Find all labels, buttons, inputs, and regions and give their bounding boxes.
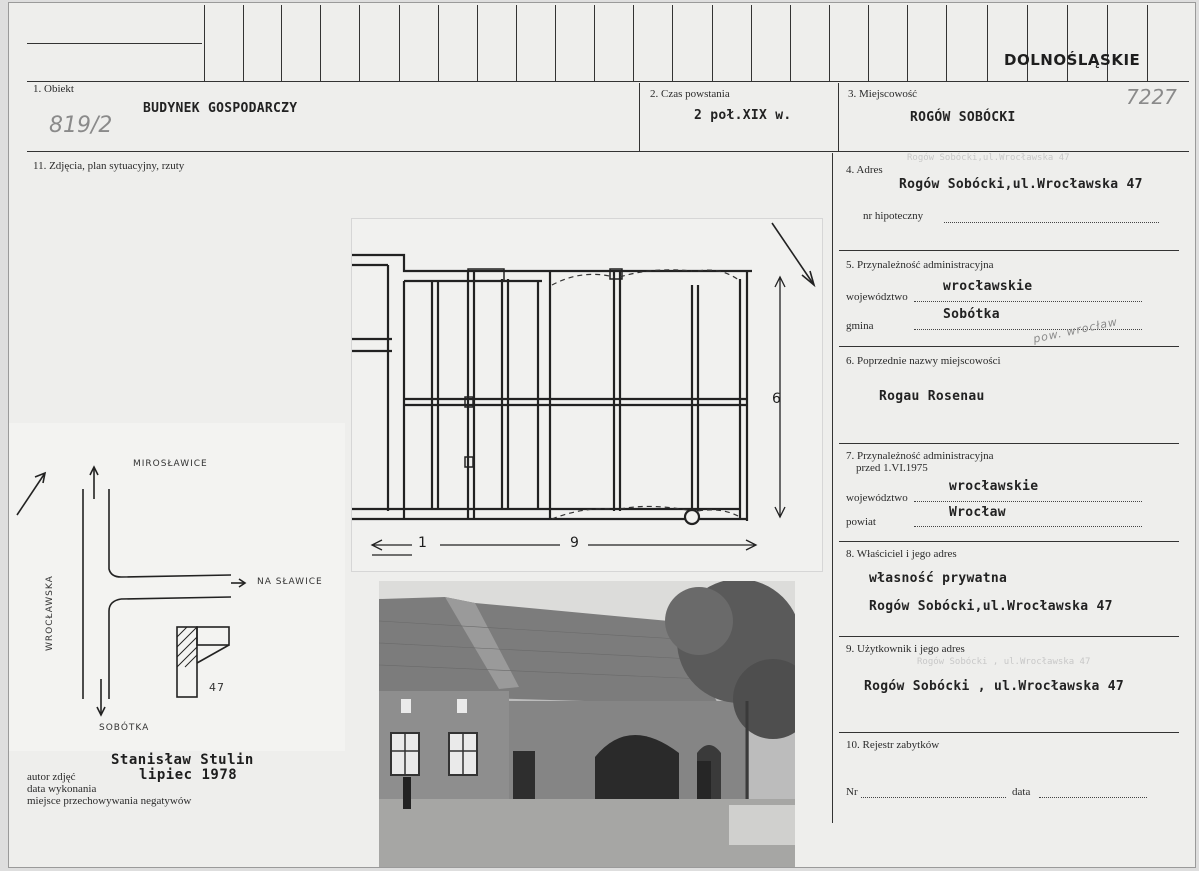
header-cell-divider <box>1107 5 1108 81</box>
field-hipoteczny-label: nr hipoteczny <box>863 210 924 222</box>
field-przed1975-powiat-label: powiat <box>846 516 876 528</box>
field-przed1975-label: 7. Przynależność administracyjna <box>846 450 994 462</box>
section-9-bottom-rule <box>839 732 1179 733</box>
row1-divider-2 <box>838 83 839 151</box>
site-plan-house-number: 47 <box>209 681 225 694</box>
site-plan-svg <box>9 423 345 751</box>
field-uzytkownik-value: Rogów Sobócki , ul.Wrocławska 47 <box>864 679 1125 694</box>
building-photo-svg <box>379 581 795 867</box>
header-cell-divider <box>829 5 830 81</box>
field-rejestr-nr-label: Nr <box>846 786 858 798</box>
site-plan-south-label: SOBÓTKA <box>99 723 150 733</box>
field-hipoteczny-line <box>944 222 1159 223</box>
section-7-bottom-rule <box>839 541 1179 542</box>
section-8-bottom-rule <box>839 636 1179 637</box>
header-cell-divider <box>1147 5 1148 81</box>
field-wlasciciel-value2: Rogów Sobócki,ul.Wrocławska 47 <box>869 599 1113 614</box>
field-rejestr-data-line <box>1039 797 1147 798</box>
field-przynaleznosc-gmina-label: gmina <box>846 320 874 332</box>
header-cell-divider <box>868 5 869 81</box>
field-przynaleznosc-woj-label: województwo <box>846 291 908 303</box>
field-czas-label: 2. Czas powstania <box>650 88 730 100</box>
floor-plan-svg <box>352 219 822 571</box>
header-cell-divider <box>1067 5 1068 81</box>
field-zdjecia-label: 11. Zdjęcia, plan sytuacyjny, rzuty <box>33 160 185 172</box>
pencil-county-note: pow. wrocław <box>1032 315 1120 346</box>
header-cell-divider <box>555 5 556 81</box>
field-poprzednie-label: 6. Poprzednie nazwy miejscowości <box>846 355 1001 367</box>
header-cell-divider <box>438 5 439 81</box>
field-przynaleznosc-gmina-value: Sobótka <box>943 307 1000 322</box>
field-wlasciciel-label: 8. Właściciel i jego adres <box>846 548 957 560</box>
region-title: DOLNOŚLĄSKIE <box>1004 51 1141 69</box>
header-cell-divider <box>243 5 244 81</box>
site-plan-east-label: NA SŁAWICE <box>257 577 323 587</box>
field-przynaleznosc-label: 5. Przynależność administracyjna <box>846 259 994 271</box>
pencil-card-number: 819/2 <box>49 113 113 138</box>
row1-divider-1 <box>639 83 640 151</box>
field-rejestr-nr-line <box>861 797 1006 798</box>
building-photograph <box>379 581 795 867</box>
header-cell-divider <box>1027 5 1028 81</box>
ghost-uzytkownik-text: Rogów Sobócki , ul.Wrocławska 47 <box>917 657 1091 667</box>
site-plan-north-label: MIROSŁAWICE <box>133 459 208 469</box>
section-5-bottom-rule <box>839 346 1179 347</box>
field-czas-value: 2 poł.XIX w. <box>694 108 792 123</box>
field-rejestr-data-label: data <box>1012 786 1031 798</box>
field-adres-value: Rogów Sobócki,ul.Wrocławska 47 <box>899 177 1143 192</box>
field-przynaleznosc-woj-value: wrocławskie <box>943 279 1033 294</box>
header-cell-divider <box>399 5 400 81</box>
header-cell-divider <box>204 5 205 81</box>
header-cell-divider <box>281 5 282 81</box>
floor-plan-small-dim-label: 1 <box>418 535 427 551</box>
photo-date-label: data wykonania <box>27 783 97 795</box>
header-cell-divider <box>477 5 478 81</box>
field-rejestr-label: 10. Rejestr zabytków <box>846 739 940 751</box>
header-cell-divider <box>790 5 791 81</box>
photo-author-label: autor zdjęć <box>27 771 76 783</box>
header-bottom-rule <box>27 81 1189 82</box>
ghost-adres-text: Rogów Sobócki,ul.Wrocławska 47 <box>907 153 1070 163</box>
field-obiekt-value: BUDYNEK GOSPODARCZY <box>143 101 298 116</box>
pencil-registry-number: 7227 <box>1126 85 1177 109</box>
photo-date-value: lipiec 1978 <box>139 767 238 783</box>
field-adres-label: 4. Adres <box>846 164 883 176</box>
header-left-rule <box>27 43 202 44</box>
header-cell-divider <box>359 5 360 81</box>
floor-plan-length-label: 9 <box>570 535 579 551</box>
header-cell-divider <box>320 5 321 81</box>
field-przynaleznosc-woj-line <box>914 301 1142 302</box>
field-poprzednie-value: Rogau Rosenau <box>879 389 985 404</box>
field-miejscowosc-value: ROGÓW SOBÓCKI <box>910 110 1016 125</box>
header-cell-divider <box>516 5 517 81</box>
section-6-bottom-rule <box>839 443 1179 444</box>
row1-bottom-rule <box>27 151 1189 152</box>
header-cell-divider <box>987 5 988 81</box>
header-cell-divider <box>946 5 947 81</box>
section-4-bottom-rule <box>839 250 1179 251</box>
header-cell-divider <box>907 5 908 81</box>
header-cell-divider <box>712 5 713 81</box>
header-cell-divider <box>672 5 673 81</box>
field-przed1975-woj-line <box>914 501 1142 502</box>
floor-plan-width-label: 6 <box>772 391 781 407</box>
field-przed1975-woj-label: województwo <box>846 492 908 504</box>
field-przed1975-powiat-line <box>914 526 1142 527</box>
field-wlasciciel-value1: własność prywatna <box>869 571 1008 586</box>
header-cell-divider <box>633 5 634 81</box>
field-uzytkownik-label: 9. Użytkownik i jego adres <box>846 643 965 655</box>
field-obiekt-label: 1. Obiekt <box>33 83 74 95</box>
field-miejscowosc-label: 3. Miejscowość <box>848 88 918 100</box>
site-plan-sketch <box>9 423 345 751</box>
negatives-storage-label: miejsce przechowywania negatywów <box>27 795 192 807</box>
floor-plan-drawing <box>352 219 822 571</box>
field-przed1975-woj-value: wrocławskie <box>949 479 1039 494</box>
inventory-card <box>8 2 1196 868</box>
field-przed1975-powiat-value: Wrocław <box>949 505 1006 520</box>
header-cell-divider <box>751 5 752 81</box>
photo-author-value: Stanisław Stulin <box>111 752 254 768</box>
right-column-divider <box>832 153 833 823</box>
header-cell-divider <box>594 5 595 81</box>
site-plan-street-label: WROCŁAWSKA <box>45 575 55 651</box>
field-przed1975-label2: przed 1.VI.1975 <box>856 462 928 474</box>
